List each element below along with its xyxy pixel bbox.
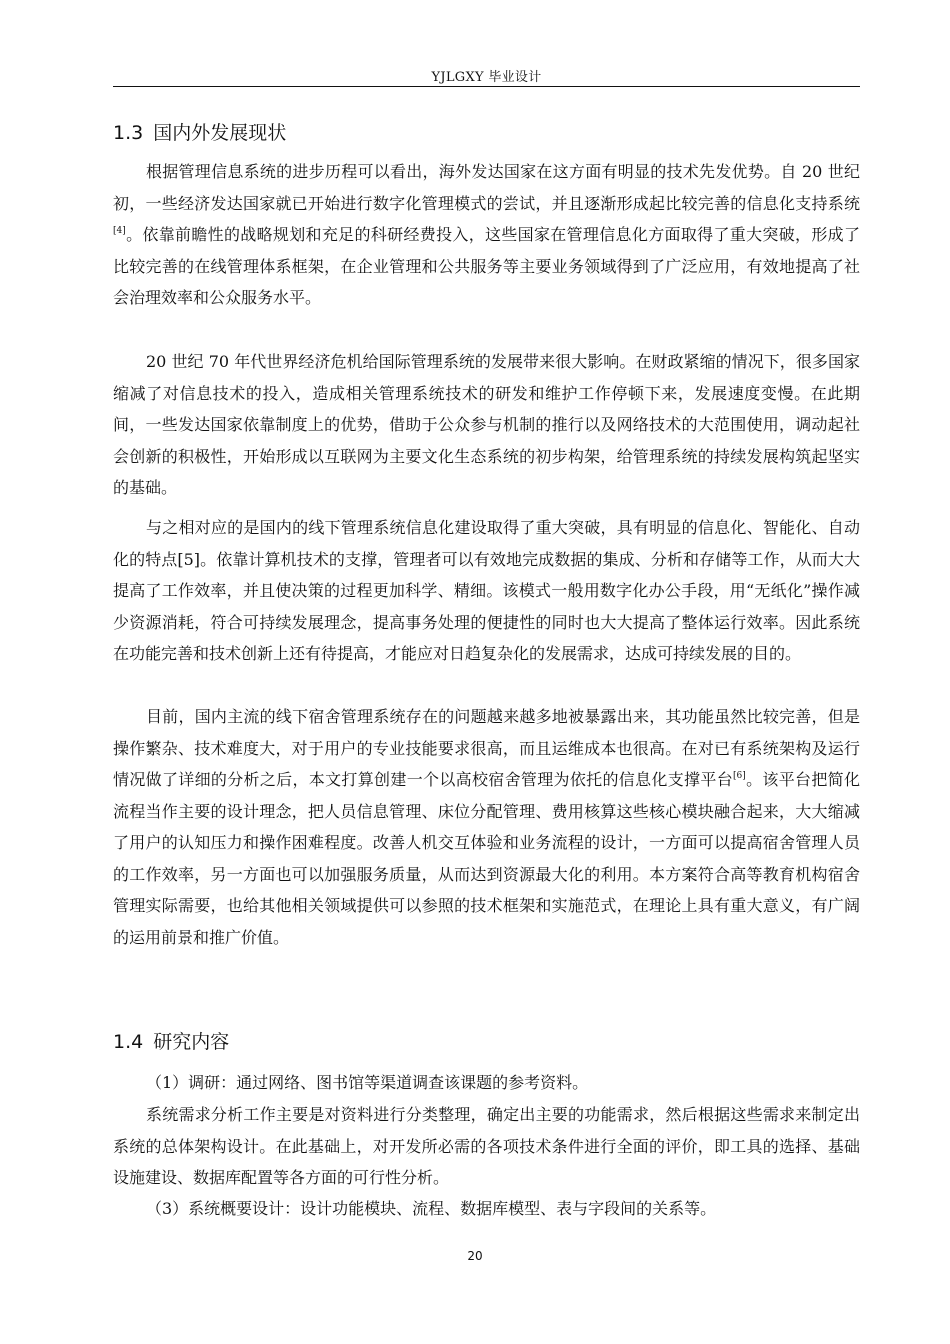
paragraph-1 xyxy=(113,156,860,314)
section-title: 国内外发展现状 xyxy=(153,122,287,144)
section-heading-1-4 xyxy=(113,1027,229,1054)
page-number: 20 xyxy=(467,1249,483,1263)
section-number: 1.3 xyxy=(113,122,144,144)
list-item-1: （1）调研：通过网络、图书馆等渠道调查该课题的参考资料。 xyxy=(146,1073,589,1092)
paragraph-1-text-a: 根据管理信息系统的进步历程可以看出，海外发达国家在这方面有明显的技术先发优势。自 20 世纪初，一些经济发达国家就已开始进行数字化管理模式的尝试，并且逐渐形成起比较完善的信息化支持系统 xyxy=(113,162,860,213)
paragraph-4-text-b: 。该平台把简化流程当作主要的设计理念，把人员信息管理、床位分配管理、费用核算这些核心模块融合起来，大大缩减了用户的认知压力和操作困难程度。改善人机交互体验和业务流程的设计，一方面可以提高宿舍管理人员的工作效率，另一方面也可以加强服务质量，从而达到资源最大化的利用。本方案符合高等教育机构宿舍管理实际需要，也给其他相关领域提供可以参照的技术框架和实施范式，在理论上具有重大意义，有广阔的运用前景和推广价值。 xyxy=(113,770,860,947)
list-item-3: （3）系统概要设计：设计功能模块、流程、数据库模型、表与字段间的关系等。 xyxy=(146,1199,717,1218)
page-header: YJLGXY 毕业设计 xyxy=(431,70,542,85)
citation-6: [6] xyxy=(733,771,746,781)
paragraph-4-text-a: 目前，国内主流的线下宿舍管理系统存在的问题越来越多地被暴露出来，其功能虽然比较完善，但是操作繁杂、技术难度大，对于用户的专业技能要求很高，而且运维成本也很高。在对已有系统架构及运行情况做了详细的分析之后，本文打算创建一个以高校宿舍管理为依托的信息化支撑平台 xyxy=(113,707,860,789)
section-title: 研究内容 xyxy=(153,1031,230,1053)
citation-4: [4] xyxy=(113,226,126,236)
paragraph-1-text-b: 。依靠前瞻性的战略规划和充足的科研经费投入，这些国家在管理信息化方面取得了重大突破，形成了比较完善的在线管理体系框架，在企业管理和公共服务等主要业务领域得到了广泛应用，有效地提高了社会治理效率和公众服务水平。 xyxy=(113,225,860,307)
paragraph-3: 与之相对应的是国内的线下管理系统信息化建设取得了重大突破，具有明显的信息化、智能化、自动化的特点[5]。依靠计算机技术的支撑，管理者可以有效地完成数据的集成、分析和存储等工作，从而大大提高了工作效率，并且使决策的过程更加科学、精细。该模式一般用数字化办公手段，用“无纸化”操作减少资源消耗，符合可持续发展理念，提高事务处理的便捷性的同时也大大提高了整体运行效率。因此系统在功能完善和技术创新上还有待提高，才能应对日趋复杂化的发展需求，达成可持续发展的目的。 xyxy=(113,518,860,663)
paragraph-2: 20 世纪 70 年代世界经济危机给国际管理系统的发展带来很大影响。在财政紧缩的情况下，很多国家缩减了对信息技术的投入，造成相关管理系统技术的研发和维护工作停顿下来，发展速度变慢。在此期间，一些发达国家依靠制度上的优势，借助于公众参与机制的推行以及网络技术的大范围使用，调动起社会创新的积极性，开始形成以互联网为主要文化生态系统的初步构架，给管理系统的持续发展构筑起坚实的基础。 xyxy=(113,352,860,497)
paragraph-requirements: 系统需求分析工作主要是对资料进行分类整理，确定出主要的功能需求，然后根据这些需求来制定出系统的总体架构设计。在此基础上，对开发所必需的各项技术条件进行全面的评价，即工具的选择、基础设施建设、数据库配置等各方面的可行性分析。 xyxy=(113,1105,860,1187)
paragraph-4 xyxy=(113,701,860,953)
header-rule xyxy=(113,86,860,87)
section-heading-1-3 xyxy=(113,118,286,145)
section-number: 1.4 xyxy=(113,1031,144,1053)
